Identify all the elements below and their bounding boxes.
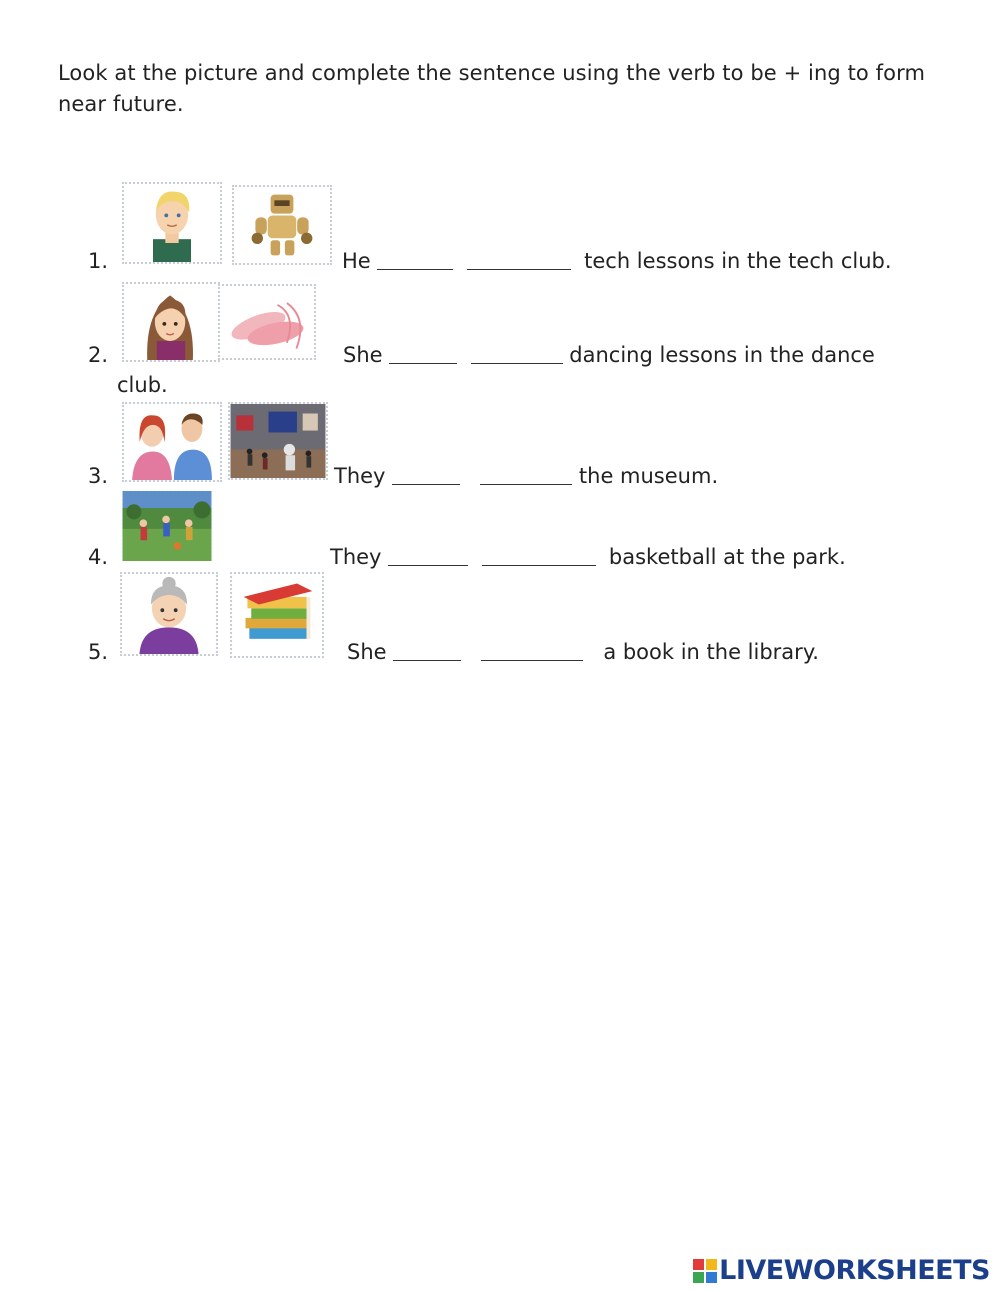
sentence-rest: a book in the library. [603,640,819,664]
robot-picture [232,185,332,265]
sentence-3 [334,464,718,488]
answer-blank-1[interactable] [392,466,460,485]
sentence-continuation: club. [117,373,168,397]
answer-blank-1[interactable] [393,642,461,661]
ballet-shoes-picture [218,284,316,360]
logo-mark-icon [693,1259,717,1283]
girl-picture [122,282,220,362]
park-picture [120,489,214,563]
item-number: 4. [88,545,109,569]
answer-blank-2[interactable] [467,251,571,270]
subject: She [347,640,387,664]
subject: They [330,545,382,569]
subject: She [343,343,383,367]
sentence-1 [342,249,892,273]
sentence-rest: basketball at the park. [608,545,846,569]
subject: They [334,464,386,488]
answer-blank-1[interactable] [388,547,468,566]
museum-picture [228,402,328,480]
subject: He [342,249,371,273]
answer-blank-2[interactable] [480,466,572,485]
answer-blank-2[interactable] [481,642,583,661]
sentence-rest: tech lessons in the tech club. [584,249,892,273]
instructions: Look at the picture and complete the sentence using the verb to be + ing to form near future. [58,61,926,116]
answer-blank-1[interactable] [377,251,453,270]
sentence-rest: dancing lessons in the dance [569,343,875,367]
sentence-5 [347,640,819,664]
logo-text: LIVEWORKSHEETS [719,1255,990,1286]
sentence-4 [330,545,846,569]
sentence-rest: the museum. [578,464,719,488]
answer-blank-2[interactable] [482,547,596,566]
item-number: 1. [88,249,109,273]
answer-blank-2[interactable] [471,345,563,364]
item-number: 3. [88,464,109,488]
sentence-2 [343,343,875,367]
answer-blank-1[interactable] [389,345,457,364]
boy-picture [122,182,222,264]
books-picture [230,572,324,658]
item-number: 2. [88,343,109,367]
liveworksheets-logo [693,1255,990,1286]
item-number: 5. [88,640,109,664]
grandmother-picture [120,572,218,656]
couple-picture [122,402,222,482]
